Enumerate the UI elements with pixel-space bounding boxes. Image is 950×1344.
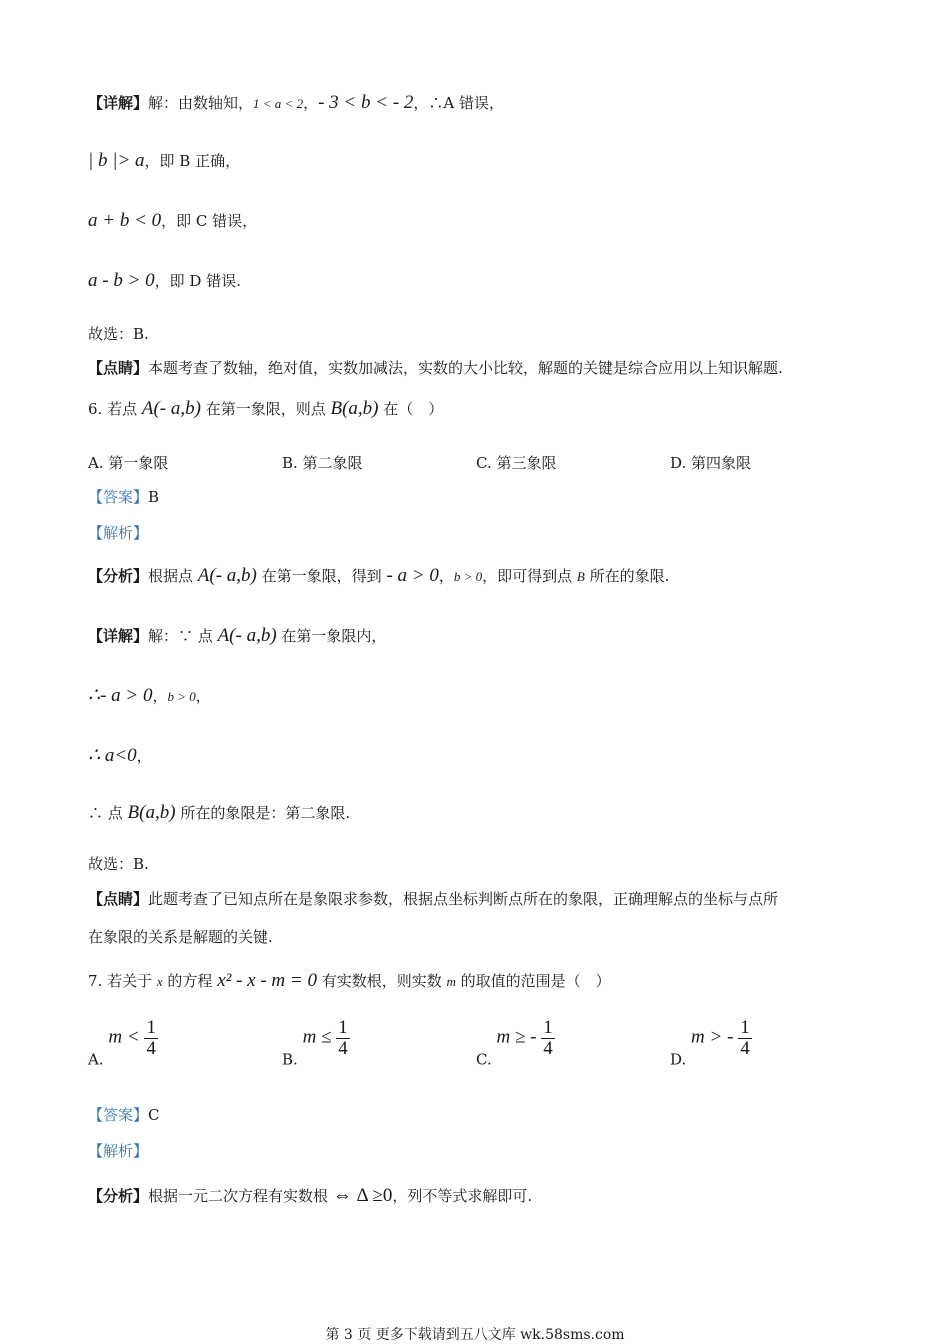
text: 在第一象限内， <box>276 627 387 645</box>
question-6 <box>88 398 443 420</box>
comment-line <box>88 357 783 378</box>
math: A(- a,b) <box>217 625 277 646</box>
q6-option-d: D. 第四象限 <box>670 454 752 472</box>
math: m <box>446 974 456 989</box>
text: 在第一象限，得到 <box>256 567 387 585</box>
detail-line-3 <box>88 210 257 232</box>
text: 解：由数轴知， <box>148 94 254 112</box>
math: ∴- a > 0 <box>88 685 153 706</box>
q7-option-a <box>88 1018 158 1069</box>
math: B(a,b) <box>127 802 176 823</box>
math: b > 0 <box>167 689 196 704</box>
q6-choose: 故选：B. <box>88 855 149 873</box>
option-label: A. <box>88 1050 104 1069</box>
math: x² - x - m = 0 <box>217 970 317 991</box>
text: 根据点 <box>148 567 198 585</box>
text: 6. 若点 <box>88 400 142 418</box>
option-label: C. <box>476 1050 492 1069</box>
option-label: B. <box>282 1050 298 1069</box>
math: - 3 < b < - 2 <box>318 92 414 113</box>
text: 所在的象限是：第二象限. <box>175 804 351 822</box>
text: ，即可得到点 <box>482 567 577 585</box>
detail-tag: 【详解】 <box>88 627 149 645</box>
numerator: 1 <box>740 1017 750 1038</box>
text: 在（ ） <box>378 400 444 418</box>
q7-option-d <box>670 1018 752 1069</box>
math: A(- a,b) <box>197 565 257 586</box>
text: 解：∵ 点 <box>148 627 218 645</box>
q6-step-1 <box>88 684 211 707</box>
math: x <box>156 974 163 989</box>
q6-analysis-tag: 【解析】 <box>88 524 149 542</box>
math: - a > 0 <box>386 565 439 586</box>
fraction <box>738 1018 752 1059</box>
q6-step-2 <box>88 744 152 767</box>
q7-option-c <box>476 1018 555 1069</box>
q7-analysis-tag: 【解析】 <box>88 1142 149 1160</box>
option-label: D. <box>670 1050 687 1069</box>
text: 的取值的范围是（ ） <box>455 972 611 990</box>
answer-tag: 【答案】 <box>88 488 149 506</box>
fraction <box>541 1018 555 1059</box>
math: b > 0 <box>453 569 483 584</box>
text: ，即 D 错误. <box>154 272 241 290</box>
text: ， <box>152 687 168 705</box>
text: ，∴A 错误， <box>413 94 504 112</box>
text: ∴ 点 <box>88 804 128 822</box>
math: A(- a,b) <box>141 398 201 419</box>
math: 1 < a < 2 <box>253 96 304 111</box>
detail-line-2 <box>88 150 240 172</box>
text: ，即 C 错误， <box>161 212 258 230</box>
text: 7. 若关于 <box>88 972 157 990</box>
q6-option-c: C. 第三象限 <box>476 454 557 472</box>
detail-line-4 <box>88 270 241 292</box>
text: ， <box>136 747 152 765</box>
choose-line: 故选：B. <box>88 325 149 343</box>
q7-analysis <box>88 1185 532 1207</box>
math: ∴ a<0 <box>88 745 137 766</box>
q6-detail <box>88 625 386 647</box>
math: a - b > 0 <box>88 270 155 291</box>
detail-line-1 <box>88 92 504 114</box>
math: B <box>576 569 585 584</box>
fraction <box>144 1018 158 1059</box>
math: m > - <box>691 1026 734 1048</box>
answer-value: C <box>148 1106 160 1124</box>
text: 的方程 <box>162 972 218 990</box>
math: m ≥ - <box>496 1026 537 1048</box>
text: ，即 B 正确， <box>144 152 241 170</box>
text: 有实数根，则实数 <box>316 972 447 990</box>
q6-comment-1 <box>88 888 778 909</box>
text: ， <box>195 687 211 705</box>
denominator: 4 <box>543 1038 553 1059</box>
page-footer: 第 3 页 更多下载请到五八文库 wk.58sms.com <box>325 1327 625 1343</box>
text: ， <box>303 94 319 112</box>
comment-tag: 【点睛】 <box>88 359 149 377</box>
denominator: 4 <box>338 1038 348 1059</box>
analysis-tag: 【分析】 <box>88 1187 149 1205</box>
comment-tag: 【点睛】 <box>88 890 149 908</box>
math: a + b < 0 <box>88 210 162 231</box>
q7-answer <box>88 1104 160 1125</box>
math: B(a,b) <box>330 398 379 419</box>
text: ，列不等式求解即可. <box>392 1187 533 1205</box>
text: 所在的象限. <box>584 567 670 585</box>
answer-tag: 【答案】 <box>88 1106 149 1124</box>
detail-tag: 【详解】 <box>88 94 149 112</box>
text: 在第一象限，则点 <box>200 400 331 418</box>
question-7 <box>88 970 611 992</box>
numerator: 1 <box>146 1017 156 1038</box>
q6-analysis <box>88 565 669 587</box>
q7-option-b <box>282 1018 350 1069</box>
answer-value: B <box>148 488 160 506</box>
q6-step-3 <box>88 802 350 824</box>
math: m < <box>108 1026 140 1048</box>
text: 根据一元二次方程有实数根 <box>148 1187 333 1205</box>
q6-comment-2: 在象限的关系是解题的关键. <box>88 928 273 946</box>
numerator: 1 <box>543 1017 553 1038</box>
analysis-tag: 【分析】 <box>88 567 149 585</box>
math: ⇔ Δ ≥0 <box>332 1185 393 1206</box>
fraction <box>336 1018 350 1059</box>
math: m ≤ <box>302 1026 332 1048</box>
q6-answer <box>88 486 159 507</box>
q6-option-a: A. 第一象限 <box>88 454 169 472</box>
text: 此题考查了已知点所在是象限求参数，根据点坐标判断点所在的象限，正确理解点的坐标与点所 <box>148 890 779 908</box>
q6-option-b: B. 第二象限 <box>282 454 363 472</box>
denominator: 4 <box>146 1038 156 1059</box>
math: | b |> a <box>88 150 145 171</box>
text: ， <box>438 567 454 585</box>
numerator: 1 <box>338 1017 348 1038</box>
denominator: 4 <box>740 1038 750 1059</box>
text: 本题考查了数轴，绝对值，实数加减法，实数的大小比较，解题的关键是综合应用以上知识解题. <box>148 359 783 377</box>
